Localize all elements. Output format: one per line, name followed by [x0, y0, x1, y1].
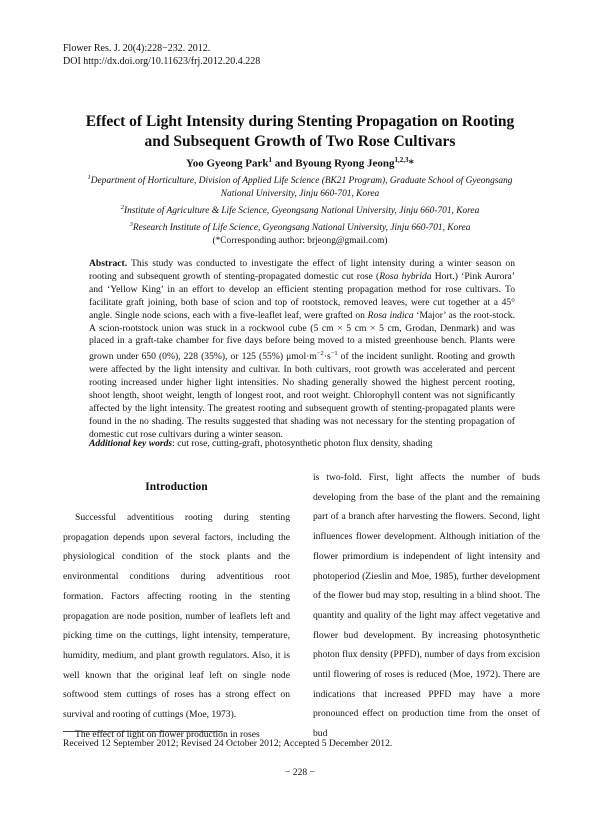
author-2-sup: 1,2,3: [394, 156, 409, 164]
affiliation-3: [70, 218, 530, 235]
author-1: Yoo Gyeong Park: [186, 157, 269, 170]
abstract-sup-1: −2: [316, 350, 324, 358]
keywords: [89, 437, 515, 450]
abstract-sup-2: −1: [330, 350, 338, 358]
corresponding-author: (*Corresponding author: brjeong@gmail.com): [212, 236, 388, 247]
author-and: and: [272, 157, 296, 170]
affiliation-2: [70, 201, 530, 218]
title-line-1: Effect of Light Intensity during Stenting Propagation on Rooting: [85, 113, 515, 130]
right-column: [313, 468, 540, 744]
abstract-species-1: Rosa hybrida: [379, 270, 432, 282]
affiliation-2-text: Institute of Agriculture & Life Science, Gyeongsang National University, Jinju 660-701, Korea: [123, 206, 480, 217]
abstract: [89, 258, 515, 442]
affiliation-1-text: Department of Horticulture, Division of Applied Life Science (BK21 Program), Graduate School of Gyeongsang: [90, 176, 513, 187]
abstract-unit-mid: ·s: [323, 351, 331, 363]
intro-paragraph-2: The effect of light on flower production in roses: [75, 728, 260, 740]
journal-doi: DOI http://dx.doi.org/10.11623/frj.2012.20.4.228: [63, 56, 261, 67]
abstract-text-4: of the incident sunlight. Rooting and growth were affected by the light intensity and cultivar. In both cultivars, root growth was accelerated and percent rooting increased under higher light intensities. No shading generally showed the highest percent rooting, shoot length, shoot weight, length of longest root, and root weight. Chlorophyll content was not significantly affected by the light intensity. The greatest rooting and subsequent growth of stenting-propagated plants were found in the no shading. The results suggested that shading was not necessary for the stenting propagation of domestic cut rose cultivars during a winter season.: [89, 351, 515, 440]
abstract-species-2: Rosa indica: [367, 309, 414, 321]
title-line-2: and Subsequent Growth of Two Rose Cultivars: [144, 133, 456, 150]
paper-title: [60, 112, 540, 152]
keywords-text: : cut rose, cutting-graft, photosynthetic photon flux density, shading: [172, 438, 433, 449]
keywords-label: Additional key words: [89, 438, 173, 449]
abstract-text-1: This study was conducted to investigate the effect of light intensity during a winter season on rooting and subsequent growth of stenting-propagated domestic cut rose (: [89, 258, 515, 282]
affiliation-3-sup: 3: [129, 221, 133, 229]
footnote-divider: [63, 731, 223, 732]
affiliations: [70, 171, 530, 248]
left-column: [63, 508, 290, 744]
author-2: Byoung Ryong Jeong: [295, 157, 395, 170]
intro-paragraph-1: Successful adventitious rooting during stenting propagation depends upon several factors, including the physiological condition of the stock plants and the environmental conditions during adventitious root formation. Factors affecting rooting in the stenting propagation are node position, number of leaflets left and picking time on the cuttings, light intensity, temperature, humidity, medium, and plant growth regulators. Also, it is well known that the original leaf left on single node softwood stem cuttings of roses has a strong effect on survival and rooting of cuttings (Moe, 1973).: [63, 512, 290, 721]
corresponding-mark: *: [408, 157, 414, 170]
affiliation-2-sup: 2: [120, 204, 124, 212]
received-dates: Received 12 September 2012; Revised 24 October 2012; Accepted 5 December 2012.: [63, 738, 393, 749]
affiliation-1-text-cont: National University, Jinju 660-701, Korea: [220, 189, 380, 200]
abstract-text-2: Hort.) ‘Pink Aurora’ and ‘Yellow King’ in an effort to develop an efficient stenting propagation method for rose cultivars. To facilitate graft joining, both base of scion and top of rootstock, removed leaves, were cut together at a 45° angle. Single node scions, each with a five-leaflet leaf, were grafted on: [89, 270, 516, 321]
affiliation-1-sup: 1: [87, 174, 91, 181]
intro-paragraph-2-cont: is two-fold. First, light affects the number of buds developing from the base of the plant and the remaining part of a branch after harvesting the flowers. Second, light influences flower development. Although initiation of the flower primordium is independent of light intensity and photoperiod (Zieslin and Moe, 1985), further development of the flower bud may stop, resulting in a blind shoot. The quantity and quality of the light may affect vegetative and flower bud development. By increasing photosynthetic photon flux density (PPFD), number of days from excision until flowering of roses is reduced (Moe, 1972). There are indications that increased PPFD may have a more pronounced effect on production time from the onset of bud: [313, 472, 540, 740]
author-1-sup: 1: [268, 156, 272, 164]
abstract-text-3: ‘Major’ as the root-stock. A scion-rootstock union was stuck in a rockwool cube (5 cm × 5 cm × 5 cm, Grodan, Denmark) and was placed in a graft-take chamber for five days before being moved to a misted greenhouse bench. Plants were grown under 650 (0%), 228 (35%), or 125 (55%) μmol·m: [89, 309, 515, 363]
abstract-label: Abstract.: [89, 258, 128, 269]
page-number: − 228 −: [284, 767, 315, 778]
journal-citation: Flower Res. J. 20(4):228−232. 2012.: [63, 43, 211, 54]
journal-header: [63, 42, 260, 68]
affiliation-3-text: Research Institute of Life Science, Gyeongsang National University, Jinju 660-701, Korea: [132, 223, 471, 234]
author-list: [60, 156, 540, 170]
affiliation-1: [70, 171, 530, 201]
introduction-heading: Introduction: [145, 481, 208, 493]
